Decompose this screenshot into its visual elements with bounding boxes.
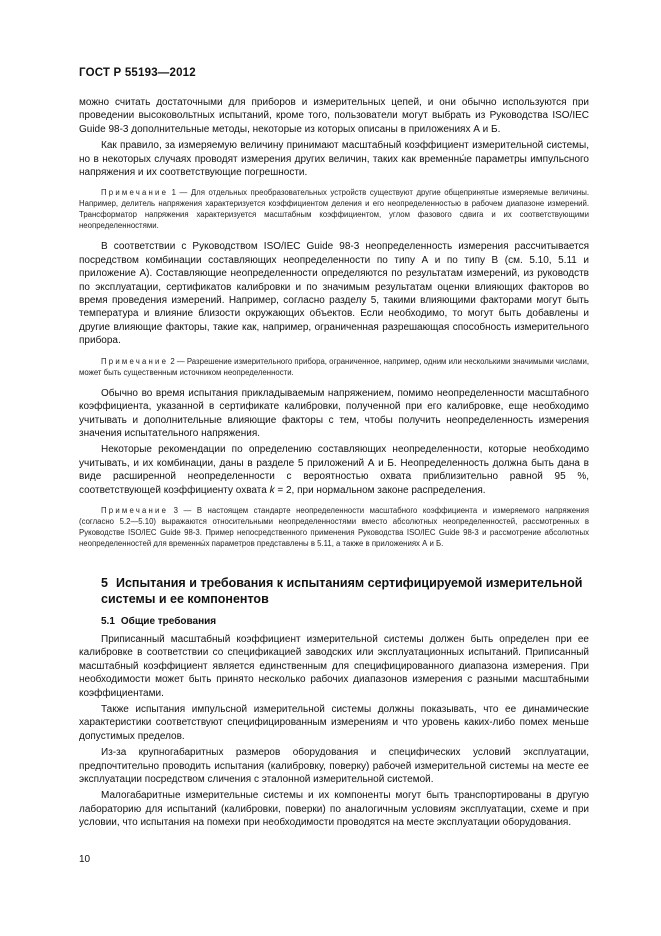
section-heading — [79, 575, 589, 607]
paragraph: Также испытания импульсной измерительной системы должны показывать, что ее динамические характеристики соответствуют специфицированным измерениям и что уровень каких-либо помех меньше допустимых пределов. — [79, 703, 589, 742]
subsection-heading — [79, 615, 589, 628]
page-body — [79, 96, 589, 830]
page-number: 10 — [79, 854, 91, 865]
paragraph: Из-за крупногабаритных размеров оборудования и специфических условий эксплуатации, предпочтительно проводить испытания (калибровку, поверку) рабочей измерительной системы на месте ее эксплуатации посредством сличения с эталонной измерительной системой. — [79, 747, 589, 785]
note-2 — [79, 356, 589, 378]
subsection-title: Общие требования — [120, 615, 217, 627]
document-header: ГОСТ Р 55193—2012 — [79, 67, 196, 79]
paragraph: Приписанный масштабный коэффициент измерительной системы должен быть определен при ее калибровке в соответствии со спецификацией заводских или эксплуатационных испытаний. Приписанный масштабный коэффициент является единственным для специфицированного диапазона измерения. При необходимости может быть принято несколько рабочих диапазонов измерения с разными масштабными коэффициентами. — [79, 633, 589, 699]
coverage-factor-symbol: k — [269, 484, 275, 496]
note-label: Примечание — [101, 188, 169, 198]
subsection-number: 5.1 — [101, 615, 115, 627]
note-text: 2 — Разрешение измерительного прибора, ограниченное, например, одним или несколькими значимыми числами, может быть существенным источником неопределенности. — [79, 356, 589, 377]
paragraph: Обычно во время испытания прикладываемым напряжением, помимо неопределенности масштабного коэффициента, указанной в сертификате калибровки, полученной при его калибровке, еще необходимо учитывать и дополнительные влияющие факторы с тем, чтобы получить неопределенность измерения значения испытательного напряжения. — [79, 387, 589, 439]
note-label: Примечание — [101, 356, 169, 366]
paragraph: Малогабаритные измерительные системы и их компоненты могут быть транспортированы в другую лабораторию для испытаний (калибровки, поверки) по аналогичным условиям эксплуатации, схеме и при условии, что испытания на помехи при необходимости проводятся на месте эксплуатации оборудования. — [79, 790, 589, 829]
note-text: 3 — В настоящем стандарте неопределенности масштабного коэффициента и измеряемого напряжения (согласно 5.2—5.10) выражаются относительными неопределенностями вместо абсолютных неопределенностей, рассмотренных в Руководстве ISO/IEC Guide 98-3. Пример непосредственного применения Руководства ISO/IEC Guide 98-3 и рассмотрение абсолютных неопределенностей для временны́х параметров представлены в 5.11, а также в приложениях А и Б. — [79, 505, 589, 548]
note-label: Примечание — [101, 505, 169, 515]
paragraph: Как правило, за измеряемую величину принимают масштабный коэффициент измерительной системы, но в некоторых случаях проводят измерения других величин, таких как временны́е параметры импульсного напряжения и их соответствующие погрешности. — [79, 140, 589, 179]
paragraph — [79, 443, 589, 497]
paragraph: можно считать достаточными для приборов и измерительных цепей, и они обычно используются при проведении высоковольтных испытаний, кроме того, пользователи могут выбрать из Руководства ISO/IEC Guide 98-3 дополнительные методы, некоторые из которых описаны в приложениях А и Б. — [79, 97, 589, 135]
note-3 — [79, 505, 589, 549]
section-number: 5 — [101, 575, 108, 590]
section-title: Испытания и требования к испытаниям сертифицируемой измерительной системы и ее компонентов — [101, 575, 583, 606]
paragraph-text: = 2, при нормальном законе распределения. — [274, 484, 486, 496]
note-1 — [79, 187, 589, 231]
paragraph-text: Некоторые рекомендации по определению составляющих неопределенности, которые необходимо учитывать, и их комбинации, даны в разделе 5 приложений А и Б. Неопределенность должна быть дана в виде расширенной неопределенности с вероятностью охвата приблизительно равной 95 %, соответствующей коэффициенту охвата — [79, 444, 589, 496]
paragraph: В соответствии с Руководством ISO/IEC Guide 98-3 неопределенность измерения рассчитывается посредством комбинации составляющих неопределенности по типу А и по типу В (см. 5.10, 5.11 и приложение А). Составляющие неопределенности определяются по результатам измерений, из руководств по эксплуатации, сертификатов калибровки и по значимым результатам оценки влияющих факторов во время проведения измерений. Например, согласно разделу 5, такими влияющими факторами могут быть температура и влияние близости окружающих объектов. Если необходимо, то могут быть добавлены и другие влияющие факторы, такие как, например, ограниченная разрешающая способность измерительного прибора. — [79, 241, 589, 347]
note-text: 1 — Для отдельных преобразовательных устройств существуют другие общепринятые измеряемые величины. Например, делитель напряжения характеризуется коэффициентом деления и его неопределенностью в рабочем диапазоне измерений. Трансформатор напряжения характеризуется масштабным коэффициентом, углом фазового сдвига и их соответствующими неопределенностями. — [79, 188, 589, 231]
